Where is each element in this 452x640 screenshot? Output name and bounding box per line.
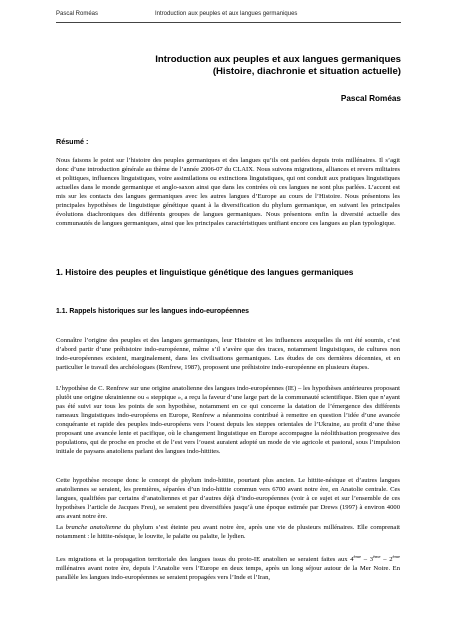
paragraph-2: L’hypothèse de C. Renfrew sur une origine anatolienne des langues indo-européennes (IE) – les hypothèses antérieures proposant plutôt une origine ukrainienne ou « steppique », a reçu la faveur d’une large part de la communauté scientifique. Bien que n’ayant pas été suivi sur tous les points de son hypothèse, notamment en ce qui concerne la datation de l’émergence des différents rameaux linguistiques indo-européens en Europe, Renfrew a néanmoins contribué à remettre en question l’idée d’une avancée conquérante et rapide des peuples indo-européens vers l’ouest depuis les steppes orientales de l’Ukraine, au profit d’une thèse proposant une avancée lente et pacifique, où le changement linguistique en Europe accompagne la néolithisation progressive des populations, qui de proche en proche et de l’est vers l’ouest auraient adopté un mode de vie agricole et pastoral, sous l’impulsion initiale de paysans anatoliens parlant des langues indo-hittites. bbox=[56, 385, 400, 455]
paragraph-5-sup-1: ème bbox=[353, 554, 362, 559]
title-line-1: Introduction aux peuples et aux langues germaniques bbox=[155, 54, 401, 65]
paragraph-5-c: – 2 bbox=[380, 556, 393, 564]
abstract-text: Nous faisons le point sur l’histoire des peuples germaniques et des langues qu’ils ont parlées depuis trois millénaires. Il s’agit donc d’une introduction générale au thème de l’année 2006-07 du CLAIX. Nous suivons migrations, alliances et revers militaires et politiques, influences linguistiques, voire assimilations ou extinctions linguistiques, qui ont conduit aux pratiques linguistiques actuelles dans le monde germanique et anglo-saxon ainsi que dans les contrées où ces langues ne sont plus parlées. L’accent est mis sur les contacts des langues germaniques avec les autres langues d’Europe au cours de l’Histoire. Nous présentons les principales hypothèses de linguistique génétique quant à la diversification du phylum germanique, en suivant les principales évolutions diachroniques des différents groupes de langues germaniques. Nous présentons enfin la diversité actuelle des communautés de langues germaniques, ainsi que les principales caractéristiques unifiant encore ces langues au plan typologique. bbox=[56, 157, 400, 227]
title-line-2: (Histoire, diachronie et situation actuelle) bbox=[212, 66, 401, 77]
paragraph-4-italic-term: branche anatolienne bbox=[65, 524, 122, 531]
paragraph-4-post: du phylum s’est éteinte peu avant notre ère, après une vie de plusieurs millénaires. Elle comprenait notamment : le hittite-nésique, le louvite, le palaïte ou palaïte, le lydien. bbox=[56, 524, 401, 540]
author-name: Pascal Roméas bbox=[340, 94, 401, 103]
paper-title bbox=[155, 54, 401, 78]
paragraph-1: Connaître l’origine des peuples et des langues germaniques, leur Histoire et les influences auxquelles ils ont été soumis, c’est d’abord partir d’une préhistoire indo-européenne, même s’il s’avère que des traces, notamment linguistiques, de cultures non indo-européennes existent, marginalement, dans les civilisations germaniques. Les études de ces dernières décennies, et en particulier le travail des archéologues (Renfrew, 1987), proposent une préhistoire indo-européenne en plusieurs étapes. bbox=[56, 337, 400, 371]
paragraph-4-pre: La bbox=[56, 524, 66, 531]
paragraph-5 bbox=[56, 552, 400, 582]
paragraph-5-a: Les migrations et la propagation territoriale des langues issus du proto-IE anatolien se seraient faites aux 4 bbox=[56, 556, 354, 564]
running-header-title: Introduction aux peuples et aux langues germaniques bbox=[155, 11, 298, 17]
subsection-heading-1-1: 1.1. Rappels historiques sur les langues indo-européennes bbox=[56, 308, 249, 315]
header-rule bbox=[56, 22, 401, 23]
paragraph-5-sup-2: ème bbox=[373, 554, 381, 559]
paragraph-3: Cette hypothèse recoupe donc le concept de phylum indo-hittite, pourtant plus ancien. Le hittite-nésique et d’autres langues anatoliennes se seraient, les premières, séparées d’un indo-hittite commun vers 6700 avant notre ère, en Anatolie centrale. Ces langues, qualifiées par certains d’anatoliennes et par d’autres déjà d’indo-européennes (voir à ce sujet et sur l’ensemble de ces hypothèses l’article de Jacques Freu), se seraient peu diversifiées jusqu’à une époque estimée par Drews (1997) à environ 4000 ans avant notre ère. bbox=[56, 477, 400, 520]
paragraph-4 bbox=[56, 523, 400, 541]
abstract-heading: Résumé : bbox=[56, 137, 89, 146]
running-header-author: Pascal Roméas bbox=[56, 11, 99, 17]
paragraph-5-d: millénaires avant notre ère, depuis l’Anatolie vers l’Europe en deux temps, après un long séjour autour de la Mer Noire. En parallèle les langues indo-européennes se seraient propagées vers l’Inde et l’Iran, bbox=[56, 565, 400, 582]
paragraph-5-sup-3: ème bbox=[392, 554, 401, 559]
section-heading-1: 1. Histoire des peuples et linguistique génétique des langues germaniques bbox=[56, 267, 354, 277]
paragraph-5-b: – 3 bbox=[361, 556, 374, 564]
